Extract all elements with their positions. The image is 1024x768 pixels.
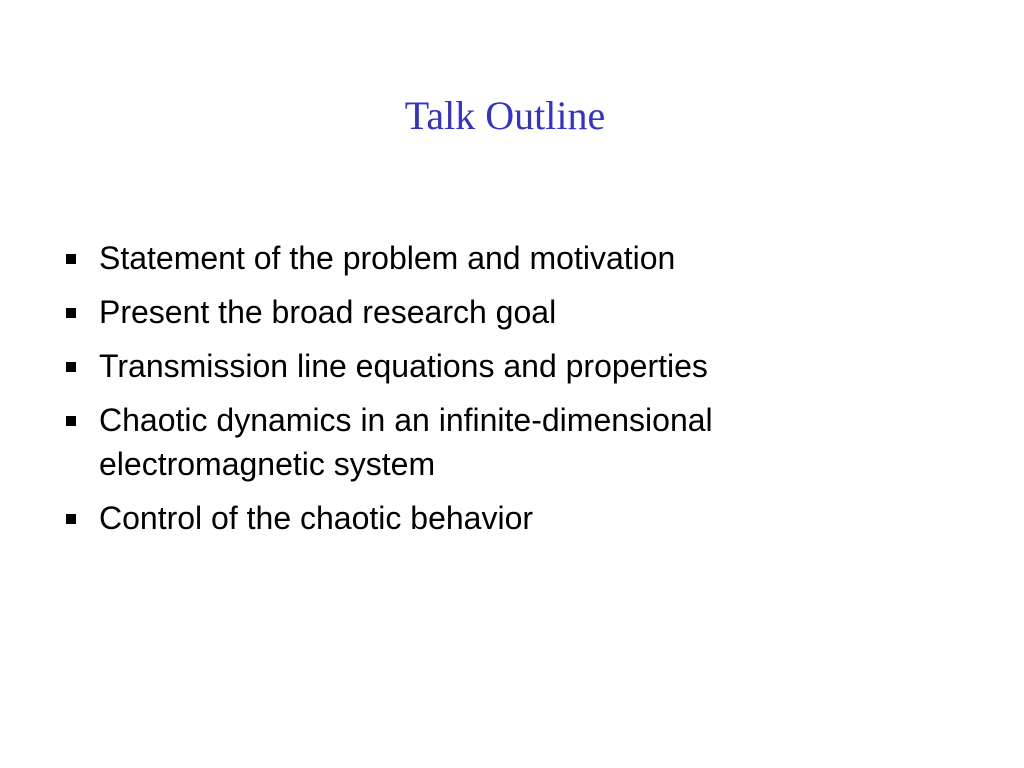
- bullet-text: Transmission line equations and properties: [99, 348, 708, 384]
- bullet-text: Chaotic dynamics in an infinite-dimensional electromagnetic system: [99, 402, 713, 482]
- bullet-item: [66, 496, 926, 540]
- bullet-item: [66, 398, 926, 486]
- bullet-text: Control of the chaotic behavior: [99, 500, 534, 536]
- bullet-item: [66, 290, 926, 334]
- bullet-item: [66, 344, 926, 388]
- bullet-text: Statement of the problem and motivation: [99, 240, 676, 276]
- bullet-item: [66, 236, 926, 280]
- bullet-list: [66, 236, 926, 550]
- bullet-text: Present the broad research goal: [99, 294, 557, 330]
- square-bullet-icon: [66, 416, 76, 426]
- square-bullet-icon: [66, 254, 76, 264]
- square-bullet-icon: [66, 362, 76, 372]
- square-bullet-icon: [66, 514, 76, 524]
- slide-title: Talk Outline: [404, 93, 606, 138]
- square-bullet-icon: [66, 308, 76, 318]
